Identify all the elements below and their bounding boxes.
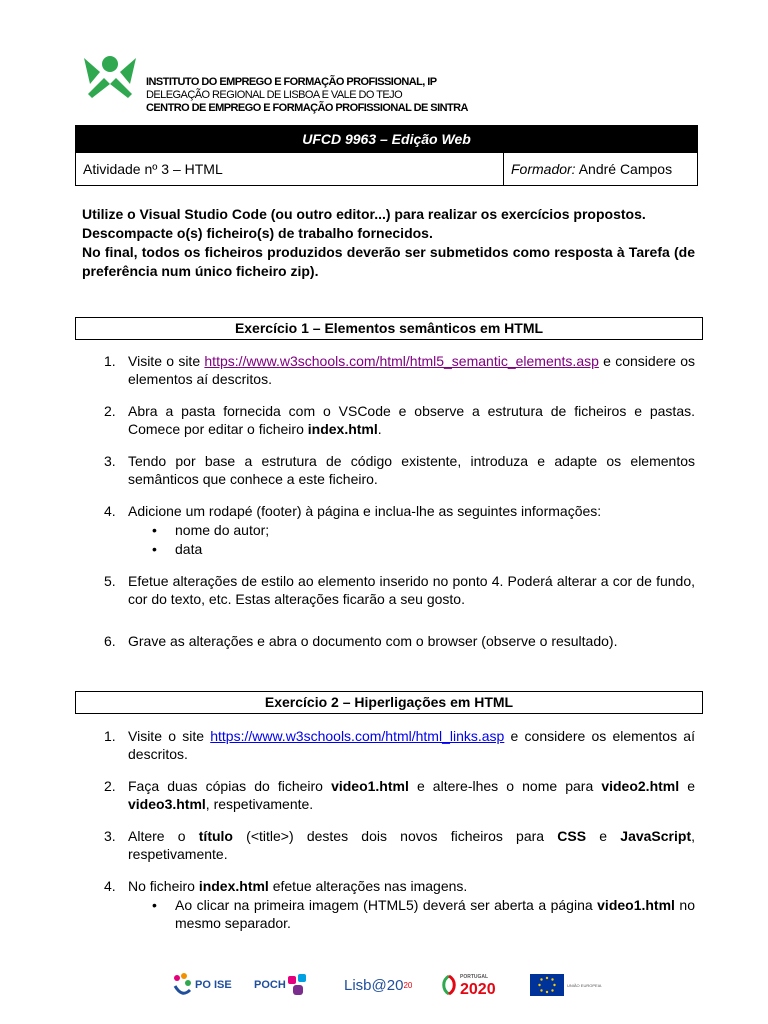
- course-info-table: [75, 125, 698, 186]
- trainer-cell: [504, 153, 698, 186]
- bullet-icon: •: [152, 897, 157, 913]
- list-item: 2. Abra a pasta fornecida com o VSCode e observe a estrutura de ficheiros e pastas. Comece por editar o ficheiro index.html.: [104, 403, 695, 437]
- poch-emblem-icon: [286, 972, 308, 998]
- lisboa2020-logo: Lisb@20 20: [344, 976, 413, 994]
- exercise-2-title: Exercício 2 – Hiperligações em HTML: [75, 691, 703, 714]
- sub-list-item: • Ao clicar na primeira imagem (HTML5) deverá ser aberta a página video1.html no mesmo separador.: [152, 897, 696, 931]
- poise-emblem-icon: [172, 972, 192, 998]
- instruction-2: Descompacte o(s) ficheiro(s) de trabalho fornecidos.: [82, 225, 433, 241]
- exercise-2-list: [82, 727, 695, 932]
- document-header: [82, 52, 702, 122]
- instruction-1: Utilize o Visual Studio Code (ou outro editor...) para realizar os exercícios propostos.: [82, 206, 646, 222]
- w3schools-links-link[interactable]: https://www.w3schools.com/html/html_links.asp: [210, 728, 505, 744]
- list-item: 1. Visite o site https://www.w3schools.com/html/html5_semantic_elements.asp e considere os elementos aí descritos.: [104, 353, 695, 387]
- instruction-3: No final, todos os ficheiros produzidos deverão ser submetidos como resposta à Tarefa (de preferência num único ficheiro zip).: [82, 244, 695, 279]
- list-item: 3. Tendo por base a estrutura de código existente, introduza e adapte os elementos semânticos que conhece a este ficheiro.: [104, 453, 695, 487]
- poise-logo: PO ISE: [172, 968, 240, 1002]
- institution-lines: [146, 76, 468, 115]
- list-item: 1. Visite o site https://www.w3schools.com/html/html_links.asp e considere os elementos aí descritos.: [104, 728, 695, 762]
- sub-list-item: • nome do autor;: [152, 522, 270, 538]
- portugal2020-logo: PORTUGAL 2020: [440, 968, 512, 1002]
- delegation-name: DELEGAÇÃO REGIONAL DE LISBOA E VALE DO TEJO: [146, 89, 403, 101]
- exercise-1-list: [82, 352, 695, 650]
- instructions: [82, 205, 695, 281]
- activity-cell: Atividade nº 3 – HTML: [76, 153, 504, 186]
- list-item: 4. No ficheiro index.html efetue alterações nas imagens.: [104, 878, 468, 894]
- exercise-1-title: Exercício 1 – Elementos semânticos em HTML: [75, 317, 703, 340]
- iefp-logo: [82, 54, 138, 98]
- sub-list-item: • data: [152, 541, 203, 557]
- bullet-icon: •: [152, 541, 157, 557]
- trainer-name: André Campos: [575, 161, 673, 177]
- list-item: 6. Grave as alterações e abra o documento com o browser (observe o resultado).: [104, 633, 618, 649]
- eu-flag-icon: [530, 974, 564, 996]
- w3schools-semantic-link[interactable]: https://www.w3schools.com/html/html5_semantic_elements.asp: [204, 353, 599, 369]
- list-item: 2. Faça duas cópias do ficheiro video1.html e altere-lhes o nome para video2.html e video3.html, respetivamente.: [104, 778, 695, 812]
- eu-logo: UNIÃO EUROPEIA: [530, 968, 616, 1002]
- trainer-label: Formador:: [511, 161, 576, 177]
- bullet-icon: •: [152, 522, 157, 538]
- institute-name: INSTITUTO DO EMPREGO E FORMAÇÃO PROFISSIONAL, IP: [146, 76, 437, 88]
- center-name: CENTRO DE EMPREGO E FORMAÇÃO PROFISSIONAL DE SINTRA: [146, 102, 468, 114]
- list-item: 3. Altere o título (<title>) destes dois novos ficheiros para CSS e JavaScript, respetivamente.: [104, 828, 695, 862]
- poch-logo: POCH: [254, 968, 320, 1002]
- list-item: 5. Efetue alterações de estilo ao elemento inserido no ponto 4. Poderá alterar a cor de fundo, cor do texto, etc. Estas alterações ficarão a seu gosto.: [104, 573, 695, 607]
- funding-logos: [168, 964, 618, 1006]
- list-item: 4. Adicione um rodapé (footer) à página e inclua-lhe as seguintes informações:: [104, 503, 602, 519]
- portugal-emblem-icon: [440, 974, 458, 996]
- course-title: UFCD 9963 – Edição Web: [76, 126, 698, 153]
